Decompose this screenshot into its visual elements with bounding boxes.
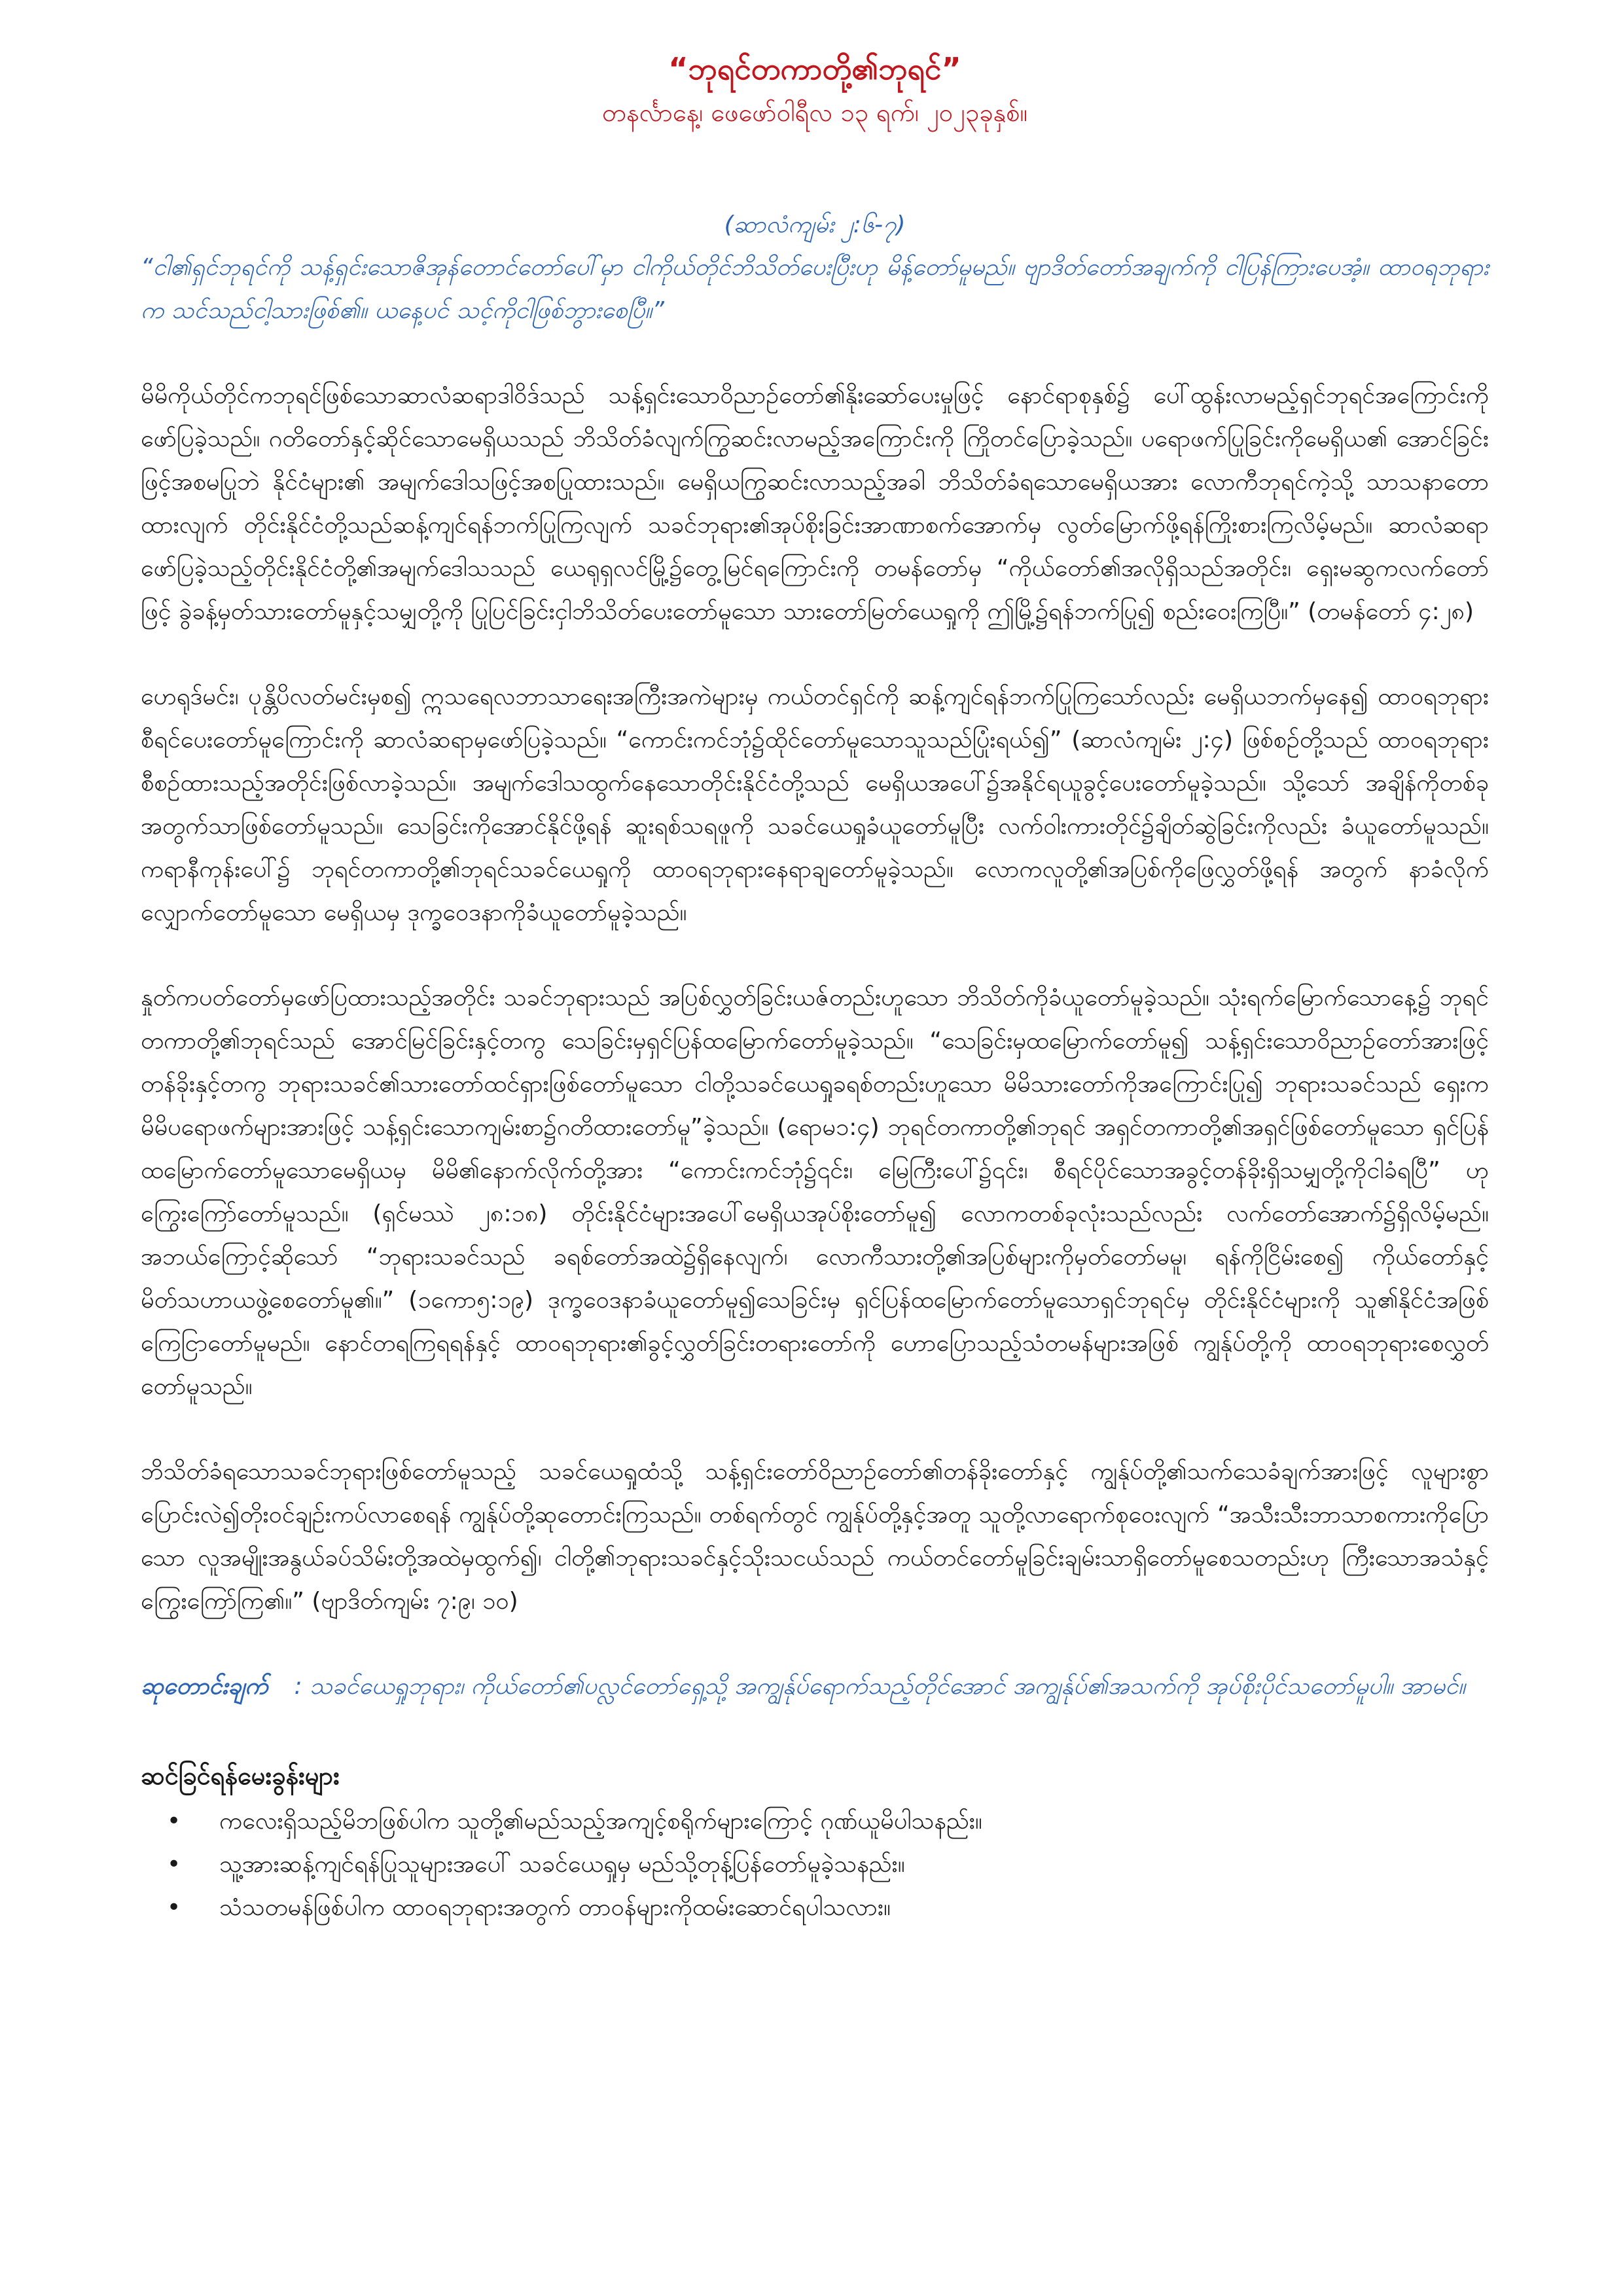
prayer-section [141, 1665, 1489, 1708]
body-paragraph-4: ဘိသိတ်ခံရသောသခင်ဘုရားဖြစ်တော်မူသည့် သခင်ယေရှုထံသို့ သန့်ရှင်းတော်ဝိညာဉ်တော်၏တန်ခိုးတော်နှင့် ကျွန်ုပ်တို့၏သက်သေခံချက်အားဖြင့် လူများစွာ ပြောင်းလဲ၍တိုးဝင်ချဉ်းကပ်လာစေရန် ကျွန်ုပ်တို့ဆုတောင်းကြသည်။ တစ်ရက်တွင် ကျွန်ုပ်တို့နှင့်အတူ သူတို့လာရောက်စုဝေးလျက် “အသီးသီးဘာသာစကားကိုပြောသော လူအမျိုးအနွယ်ခပ်သိမ်းတို့အထဲမှထွက်၍၊ ငါတို့၏ဘုရားသခင်နှင့်သိုးသငယ်သည် ကယ်တင်တော်မူခြင်းချမ်းသာရှိတော်မူစေသတည်းဟု ကြီးသောအသံနှင့်ကြွေးကြော်ကြ၏။” (ဗျာဒိတ်ကျမ်း ၇:၉၊ ၁၀) [141, 1458, 1489, 1615]
body-paragraph-1: မိမိကိုယ်တိုင်ကဘုရင်ဖြစ်သောဆာလံဆရာဒါဝိဒ်သည် သန့်ရှင်းသောဝိညာဉ်တော်၏နိုးဆော်ပေးမှုဖြင့် နောင်ရာစုနှစ်၌ ပေါ်ထွန်းလာမည့်ရှင်ဘုရင်အကြောင်းကို ဖော်ပြခဲ့သည်။ ဂတိတော်နှင့်ဆိုင်သောမေရှိယသည် ဘိသိတ်ခံလျက်ကြွဆင်းလာမည့်အကြောင်းကို ကြိုတင်ပြောခဲ့သည်။ ပရောဖက်ပြုခြင်းကိုမေရှိယ၏ အောင်ခြင်းဖြင့်အစမပြုဘဲ နိုင်ငံများ၏ အမျက်ဒေါသဖြင့်အစပြုထားသည်။ မေရှိယကြွဆင်းလာသည့်အခါ ဘိသိတ်ခံရသောမေရှိယအား လောကီဘုရင်ကဲ့သို့ သာသနာတောထားလျက် တိုင်းနိုင်ငံတို့သည်ဆန့်ကျင်ရန်ဘက်ပြုကြလျက် သခင်ဘုရား၏အုပ်စိုးခြင်းအာဏာစက်အောက်မှ လွတ်မြောက်ဖို့ရန်ကြိုးစားကြလိမ့်မည်။ ဆာလံဆရာဖော်ပြခဲ့သည့်တိုင်းနိုင်ငံတို့၏အမျက်ဒေါသသည် ယေရုရှလင်မြို့၌တွေ့မြင်ရကြောင်းကို တမန်တော်မှ “ကိုယ်တော်၏အလိုရှိသည်အတိုင်း၊ ရှေးမဆွကလက်တော်ဖြင့် ခွဲခန့်မှတ်သားတော်မူနှင့်သမျှတို့ကို ပြုပြင်ခြင်းငှါဘိသိတ်ပေးတော်မူသော သားတော်မြတ်ယေရှုကို ဤမြို့၌ရန်ဘက်ပြု၍ စည်းဝေးကြပြီ။” (တမန်တော် ၄:၂၈) [141, 382, 1489, 625]
body-paragraph-3: နှုတ်ကပတ်တော်မှဖော်ပြထားသည့်အတိုင်း သခင်ဘုရားသည် အပြစ်လွှတ်ခြင်းယဇ်တည်းဟူသော ဘိသိတ်ကိုခံယူတော်မူခဲ့သည်။ သုံးရက်မြောက်သောနေ့၌ ဘုရင်တကာတို့၏ဘုရင်သည် အောင်မြင်ခြင်းနှင့်တကွ သေခြင်းမှရှင်ပြန်ထမြောက်တော်မူခဲ့သည်။ “သေခြင်းမှထမြောက်တော်မူ၍ သန့်ရှင်းသောဝိညာဉ်တော်အားဖြင့် တန်ခိုးနှင့်တကွ ဘုရားသခင်၏သားတော်ထင်ရှားဖြစ်တော်မူသော ငါတို့သခင်ယေရှုခရစ်တည်းဟူသော မိမိသားတော်ကိုအကြောင်းပြု၍ ဘုရားသခင်သည် ရှေးကမိမိပရောဖက်များအားဖြင့် သန့်ရှင်းသောကျမ်းစာ၌ဂတိထားတော်မူ”ခဲ့သည်။ (ရောမ၁:၄) ဘုရင်တကာတို့၏ဘုရင် အရှင်တကာတို့၏အရှင်ဖြစ်တော်မူသော ရှင်ပြန်ထမြောက်တော်မူသောမေရှိယမှ မိမိ၏နောက်လိုက်တို့အား “ကောင်းကင်ဘုံ၌၎င်း၊ မြေကြီးပေါ်၌၎င်း၊ စီရင်ပိုင်သောအခွင့်တန်ခိုးရှိသမျှတို့ကိုငါခံရပြီ” ဟုကြွေးကြော်တော်မူသည်။ (ရှင်မဿဲ ၂၈:၁၈) တိုင်းနိုင်ငံများအပေါ်မေရှိယအုပ်စိုးတော်မူ၍ လောကတစ်ခုလုံးသည်လည်း လက်တော်အောက်၌ရှိလိမ့်မည်။ အဘယ်ကြောင့်ဆိုသော် “ဘုရားသခင်သည် ခရစ်တော်အထဲ၌ရှိနေလျက်၊ လောကီသားတို့၏အပြစ်များကိုမှတ်တော်မမူ၊ ရန်ကိုငြိမ်းစေ၍ ကိုယ်တော်နှင့်မိတ်သဟာယဖွဲ့စေတော်မူ၏။” (၁ကော၅:၁၉) ဒုက္ခဝေဒနာခံယူတော်မူ၍သေခြင်းမှ ရှင်ပြန်ထမြောက်တော်မူသောရှင်ဘုရင်မှ တိုင်းနိုင်ငံများကို သူ၏နိုင်ငံအဖြစ်ကြေငြာတော်မူမည်။ နောင်တရကြရရန်နှင့် ထာဝရဘုရား၏ခွင့်လွှတ်ခြင်းတရားတော်ကို ဟောပြောသည့်သံတမန်များအဖြစ် ကျွန်ုပ်တို့ကို ထာဝရဘုရားစေလွှတ်တော်မူသည်။ [141, 984, 1489, 1400]
scripture-reference: (ဆာလံကျမ်း ၂:၆-၇) [724, 211, 906, 238]
bullet-icon: • [167, 1808, 181, 1835]
scripture-verse: “ငါ၏ရှင်ဘုရင်ကို သန့်ရှင်းသောဇိအုန်တောင်တော်ပေါ်မှာ ငါကိုယ်တိုင်ဘိသိတ်ပေးပြီးဟု မိန့်တော်မူမည်။ ဗျာဒိတ်တော်အချက်ကို ငါပြန်ကြားပေအံ့။ ထာဝရဘုရားက သင်သည်ငါ့သားဖြစ်၏။ ယနေ့ပင် သင့်ကိုငါဖြစ်ဘွားစေပြီ။” [141, 254, 1489, 324]
question-text: သူ့အားဆန့်ကျင်ရန်ပြုသူများအပေါ် သခင်ယေရှုမှ မည်သို့တုန့်ပြန်တော်မူခဲ့သနည်း။ [219, 1851, 905, 1878]
bullet-icon: • [167, 1894, 181, 1921]
question-text: ကလေးရှိသည့်မိဘဖြစ်ပါက သူတို့၏မည်သည့်အကျင့်စရိုက်များကြောင့် ဂုဏ်ယူမိပါသနည်း။ [219, 1808, 982, 1835]
question-text: သံသတမန်ဖြစ်ပါက ထာဝရဘုရားအတွက် တာဝန်များကိုထမ်းဆောင်ရပါသလား။ [219, 1894, 891, 1921]
list-item [141, 1843, 1489, 1886]
questions-list [141, 1800, 1489, 1929]
list-item [141, 1800, 1489, 1843]
devotional-page [141, 46, 1489, 1929]
prayer-label: ဆုတောင်းချက် [141, 1673, 268, 1700]
date-line: တနင်္လာနေ့၊ ဖေဖော်ဝါရီလ ၁၃ ရက်၊ ၂၀၂၃ခုနှစ်။ [602, 98, 1027, 127]
list-item [141, 1886, 1489, 1929]
bullet-icon: • [167, 1851, 181, 1878]
questions-title: ဆင်ခြင်ရန်မေးခွန်းများ [141, 1761, 340, 1790]
body-paragraph-2: ဟေရုဒ်မင်း၊ ပုန္တိပိလတ်မင်းမှစ၍ ဣသရေလဘာသာရေးအကြီးအကဲများမှ ကယ်တင်ရှင်ကို ဆန့်ကျင်ရန်ဘက်ပြုကြသော်လည်း မေရှိယဘက်မှနေ၍ ထာဝရဘုရားစီရင်ပေးတော်မူကြောင်းကို ဆာလံဆရာမှဖော်ပြခဲ့သည်။ “ကောင်းကင်ဘုံ၌ထိုင်တော်မူသောသူသည်ပြုံးရယ်၍” (ဆာလံကျမ်း ၂:၄) ဖြစ်စဉ်တို့သည် ထာဝရဘုရားစီစဉ်ထားသည့်အတိုင်းဖြစ်လာခဲ့သည်။ အမျက်ဒေါသထွက်နေသောတိုင်းနိုင်ငံတို့သည် မေရှိယအပေါ်၌အနိုင်ရယူခွင့်ပေးတော်မူခဲ့သည်။ သို့သော် အချိန်ကိုတစ်ခုအတွက်သာဖြစ်တော်မူသည်။ သေခြင်းကိုအောင်နိုင်ဖို့ရန် ဆူးရစ်သရဖူကို သခင်ယေရှုခံယူတော်မူပြီး လက်ဝါးကားတိုင်၌ချိတ်ဆွဲခြင်းကိုလည်း ခံယူတော်မူသည်။ ကရာနီကုန်းပေါ်၌ ဘုရင်တကာတို့၏ဘုရင်သခင်ယေရှုကို ထာဝရဘုရားနေရာချတော်မူခဲ့သည်။ လောကလူတို့၏အပြစ်ကိုဖြေလွှတ်ဖို့ရန် အတွက် နာခံလိုက်လျှောက်တော်မူသော မေရှိယမှ ဒုက္ခဝေဒနာကိုခံယူတော်မူခဲ့သည်။ [141, 683, 1489, 926]
prayer-text: : သခင်ယေရှုဘုရား၊ ကိုယ်တော်၏ပလ္လင်တော်ရှေ့သို့ အကျွန်ုပ်ရောက်သည့်တိုင်အောင် အကျွန်ုပ်၏အသက်ကို အုပ်စိုးပိုင်သတော်မူပါ။ အာမင်။ [294, 1673, 1466, 1700]
page-title: “ဘုရင်တကာတို့၏ဘုရင်” [668, 51, 961, 86]
